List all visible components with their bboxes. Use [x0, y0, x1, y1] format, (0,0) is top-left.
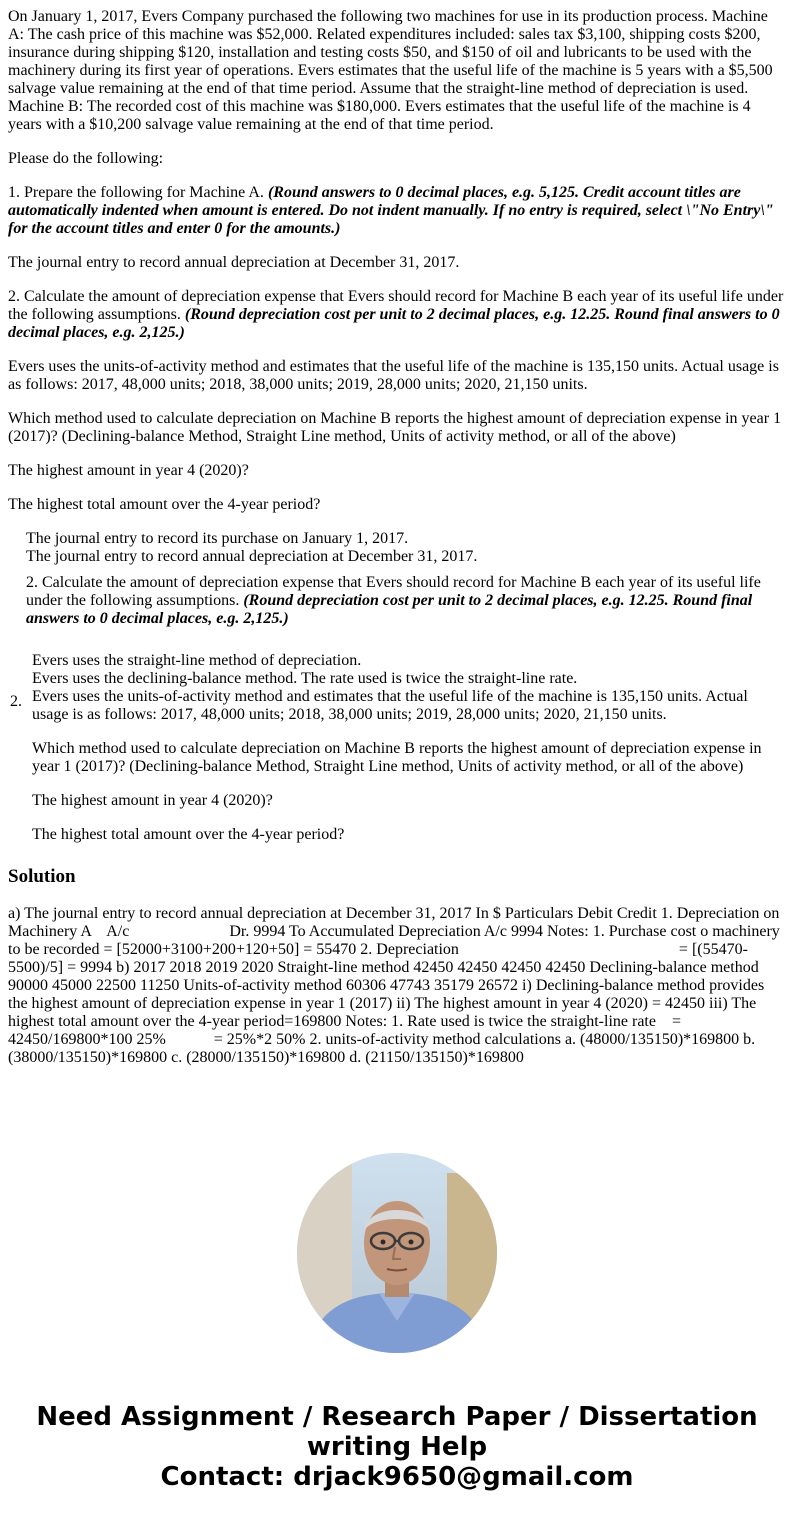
list-part2-lead: 2. Calculate the amount of depreciation expense that Evers should record for Machine B each year of its useful life under the following assumptions. — [26, 574, 761, 609]
part2-rounding-note: (Round depreciation cost per unit to 2 decimal places, e.g. 12.25. Round final answers to 0 decimal places, e.g. 2,125.) — [8, 306, 780, 341]
list-question-highest-year1: Which method used to calculate depreciation on Machine B reports the highest amount of depreciation expense in year 1 (2017)? (Declining-balance Method, Straight Line method, Units of activity method, or all of the above) — [32, 740, 762, 775]
part1-lead: 1. Prepare the following for Machine A. — [8, 184, 268, 201]
list-question-highest-year4: The highest amount in year 4 (2020)? — [32, 792, 273, 809]
question-highest-year4: The highest amount in year 4 (2020)? — [8, 462, 249, 479]
assumption-declining-balance: Evers uses the declining-balance method. The rate used is twice the straight-line rate. — [32, 670, 578, 687]
assumption-units-of-activity: Evers uses the units-of-activity method and estimates that the useful life of the machine is 135,150 units. Actual usage is as follows: 2017, 48,000 units; 2018, 38,000 units; 2019, 28,000 units; 2020, 21,150 units. — [32, 688, 748, 723]
promo-contact-line: Contact: drjack9650@gmail.com — [160, 1462, 634, 1492]
part2-instructions — [8, 288, 786, 342]
solution-body: a) The journal entry to record annual depreciation at December 31, 2017 In $ Particulars Debit Credit 1. Depreciation on Machinery A A/c Dr. 9994 To Accumulated Depreciation A/c 9994 Notes: 1. Purchase cost o machinery to be recorded = [52000+3100+200+120+50] = 55470 2. Depreciation = [(55470-5500)/5] = 9994 b) 2017 2018 2019 2020 Straight-line method 42450 42450 42450 42450 Declining-balance method 90000 45000 22500 11250 Units-of-activity method 60306 47743 35179 26572 i) Declining-balance method provides the highest amount of depreciation expense in year 1 (2017) ii) The highest amount in year 4 (2020) = 42450 iii) The highest total amount over the 4-year period=169800 Notes: 1. Rate used is twice the straight-line rate = 42450/169800*100 25% = 25%*2 50% 2. units-of-activity method calculations a. (48000/135150)*169800 b. (38000/135150)*169800 c. (28000/135150)*169800 d. (21150/135150)*169800 — [8, 905, 784, 1066]
list-item-depreciation-entry: The journal entry to record annual depreciation at December 31, 2017. — [26, 548, 478, 565]
part2-assumptions-list — [10, 652, 786, 844]
list-part2-rounding-note: (Round depreciation cost per unit to 2 decimal places, e.g. 12.25. Round final answers to 0 decimal places, e.g. 2,125.) — [26, 592, 753, 627]
question-highest-total: The highest total amount over the 4-year period? — [8, 496, 321, 513]
part1-instructions — [8, 184, 786, 238]
repeated-question-list — [26, 530, 786, 628]
part2-lead: 2. Calculate the amount of depreciation expense that Evers should record for Machine B each year of its useful life under the following assumptions. — [8, 288, 784, 323]
question-content — [8, 8, 786, 1067]
question-highest-year1: Which method used to calculate depreciation on Machine B reports the highest amount of depreciation expense in year 1 (2017)? (Declining-balance Method, Straight Line method, Units of activity method, or all of the above) — [8, 410, 782, 445]
list-number: 2. — [10, 693, 22, 710]
promo-banner — [0, 1402, 794, 1492]
units-of-activity-assumption: Evers uses the units-of-activity method and estimates that the useful life of the machine is 135,150 units. Actual usage is as follows: 2017, 48,000 units; 2018, 38,000 units; 2019, 28,000 units; 2020, 21,150 units. — [8, 358, 779, 393]
instructions-heading: Please do the following: — [8, 150, 164, 167]
problem-intro: On January 1, 2017, Evers Company purchased the following two machines for use in its production process. Machine A: The cash price of this machine was $52,000. Related expenditures included: sales tax $3,100, shipping costs $200, insurance during shipping $120, installation and testing costs $50, and $150 of oil and lubricants to be used with the machinery during its first year of operations. Evers estimates that the useful life of the machine is 5 years with a $5,500 salvage value remaining at the end of that time period. Assume that the straight-line method of depreciation is used. Machine B: The recorded cost of this machine was $180,000. Evers estimates that the useful life of the machine is 4 years with a $10,200 salvage value remaining at the end of that time period. — [8, 8, 773, 133]
list-item-purchase-entry: The journal entry to record its purchase on January 1, 2017. — [26, 530, 409, 547]
author-avatar — [297, 1153, 497, 1353]
promo-line-1: Need Assignment / Research Paper / Dissertation — [36, 1402, 758, 1432]
part1-rounding-note: (Round answers to 0 decimal places, e.g. 5,125. Credit account titles are automatically indented when amount is entered. Do not indent manually. If no entry is required, select \"No Entry\" for the account titles and enter 0 for the amounts.) — [8, 184, 774, 237]
assumption-straight-line: Evers uses the straight-line method of depreciation. — [32, 652, 362, 669]
list-part2-instructions — [26, 574, 786, 628]
promo-line-2: writing Help — [306, 1432, 488, 1462]
solution-heading: Solution — [8, 866, 76, 887]
list-question-highest-total: The highest total amount over the 4-year period? — [32, 826, 345, 843]
author-portrait-image — [297, 1153, 497, 1353]
journal-entry-depreciation: The journal entry to record annual depreciation at December 31, 2017. — [8, 254, 460, 271]
